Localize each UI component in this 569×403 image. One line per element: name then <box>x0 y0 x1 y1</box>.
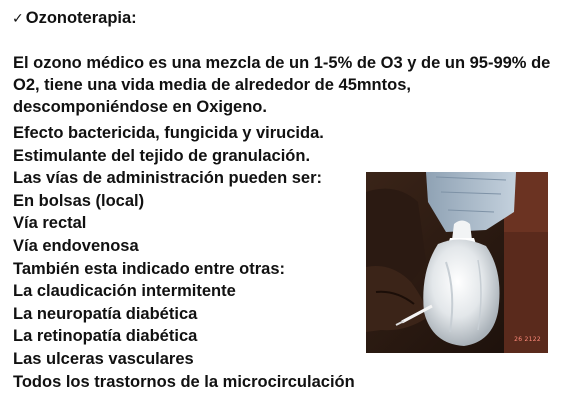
text-line: Efecto bactericida, fungicida y virucida. <box>13 124 324 142</box>
text-line: En bolsas (local) <box>13 191 145 210</box>
heading-text: Ozonoterapia: <box>25 9 137 27</box>
text-line: Vía rectal <box>13 214 87 233</box>
checkmark-icon: ✓ <box>12 11 24 27</box>
intro-paragraph: El ozono médico es una mezcla de un 1-5% de O3 y de un 95-99% de O2, tiene una vida media de alrededor de 45mntos, descomponiéndose en Oxigeno. <box>13 54 551 116</box>
text-line: Vía endovenosa <box>13 236 139 255</box>
text-line: La retinopatía diabética <box>13 327 198 346</box>
text-line: Todos los trastornos de la microcirculación <box>13 372 355 391</box>
text-line: También esta indicado entre otras: <box>13 259 286 278</box>
text-line: Las ulceras vasculares <box>13 349 194 368</box>
photo-illustration <box>366 172 548 353</box>
text-line: La claudicación intermitente <box>13 282 236 301</box>
photo-date-stamp: 26 2122 <box>514 336 541 343</box>
slide-heading <box>12 7 137 30</box>
text-line: Estimulante del tejido de granulación. <box>13 146 311 165</box>
text-line: La neuropatía diabética <box>13 304 198 323</box>
ozone-bag-photo <box>366 172 548 353</box>
text-line: Las vías de administración pueden ser: <box>13 169 323 188</box>
content-lines <box>13 122 355 393</box>
